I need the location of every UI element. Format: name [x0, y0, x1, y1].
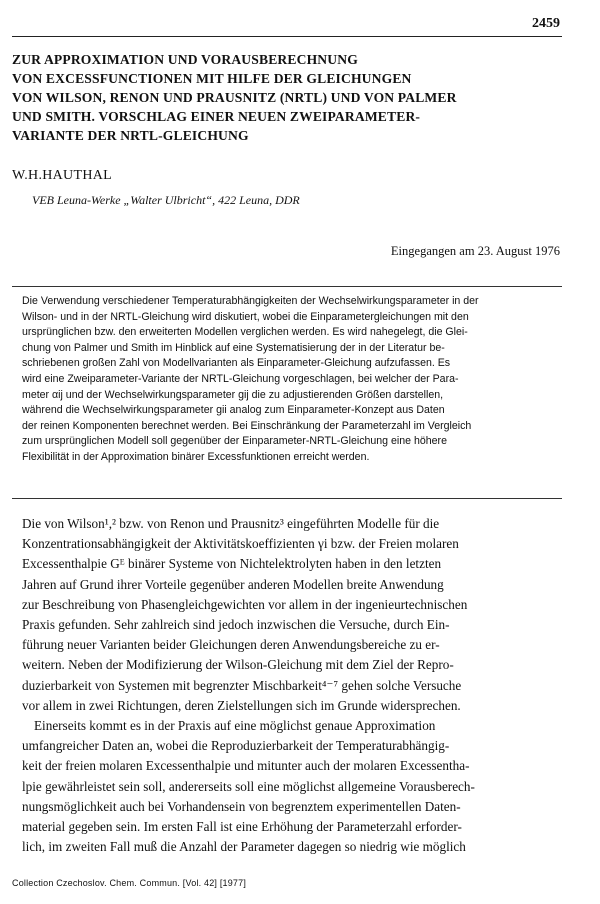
abstract-line: Die Verwendung verschiedener Temperaturabhängigkeiten der Wechselwirkungsparameter in der: [22, 295, 479, 307]
abstract-line: schriebenen großen Zahl von Modellvarianten als Einparameter-Gleichung aufzufassen. Es: [22, 357, 451, 370]
page-number: 2459: [532, 16, 560, 31]
title-line: UND SMITH. VORSCHLAG EINER NEUEN ZWEIPARAMETER-: [12, 109, 421, 124]
author-affiliation: VEB Leuna-Werke „Walter Ulbricht“, 422 Leuna, DDR: [32, 193, 300, 207]
body-line: umfangreicher Daten an, wobei die Reproduzierbarkeit der Temperaturabhängig-: [22, 738, 450, 754]
body-line: Praxis gefunden. Sehr zahlreich sind jedoch inzwischen die Versuche, durch Ein-: [22, 617, 450, 633]
abstract-line: während die Wechselwirkungsparameter gii analog zum Einparameter-Konzept aus Daten: [22, 404, 445, 417]
body-line: vor allem in zwei Richtungen, deren Zielstellungen sich im Grunde widersprechen.: [22, 697, 461, 713]
body-line: führung neuer Varianten beider Gleichungen deren Anwendungsbereiche zu er-: [22, 637, 440, 653]
body-text: [22, 514, 568, 857]
body-line: keit der freien molaren Excessenthalpie und mitunter auch der molaren Excessentha-: [22, 758, 470, 774]
body-line: Jahren auf Grund ihrer Vorteile gegenüber anderen Modellen breite Anwendung: [22, 576, 444, 592]
title-line: ZUR APPROXIMATION UND VORAUSBERECHNUNG: [12, 52, 358, 67]
abstract-bottom-rule: [12, 498, 562, 499]
body-line: Die von Wilson¹,² bzw. von Renon und Prausnitz³ eingeführten Modelle für die: [22, 516, 440, 531]
abstract-line: wird eine Zweiparameter-Variante der NRTL-Gleichung vorgeschlagen, bei welcher der Para-: [22, 372, 459, 385]
abstract-line: Flexibilität in der Approximation binärer Excessfunktionen erreicht werden.: [22, 450, 370, 463]
body-line: lpie gewährleistet sein soll, andererseits soll eine möglichst allgemeine Vorausberech-: [22, 778, 475, 794]
abstract-line: meter αij und der Wechselwirkungsparameter gij die zu adjustierenden Größen darstellen,: [22, 388, 444, 401]
abstract-line: der reinen Komponenten berechnet werden. Bei Einschränkung der Parameterzahl im Vergleich: [22, 419, 472, 432]
author-name: W.H.HAUTHAL: [12, 168, 112, 183]
title-line: VARIANTE DER NRTL-GLEICHUNG: [12, 128, 249, 143]
body-line: nungsmöglichkeit auch bei Vorhandensein von begrenztem experimentellen Daten-: [22, 798, 461, 814]
body-line: lich, im zweiten Fall muß die Anzahl der Parameter dagegen so niedrig wie möglich: [22, 839, 466, 855]
body-line: zur Beschreibung von Phasengleichgewichten vor allem in der ingenieurtechnischen: [22, 596, 468, 612]
article-title: [12, 50, 560, 145]
header-rule: [12, 36, 562, 37]
received-date: Eingegangen am 23. August 1976: [390, 244, 560, 258]
body-line: material gegeben sein. Im ersten Fall ist eine Erhöhung der Parameterzahl erforder-: [22, 819, 462, 835]
abstract-line: zum ursprünglichen Modell soll gegenüber der Einparameter-NRTL-Gleichung eine höhere: [22, 435, 447, 448]
body-line: Einerseits kommt es in der Praxis auf eine möglichst genaue Approximation: [34, 718, 436, 734]
body-line: Excessenthalpie Gᴱ binärer Systeme von Nichtelektrolyten haben in den letzten: [22, 556, 442, 572]
body-line: weitern. Neben der Modifizierung der Wilson-Gleichung mit dem Ziel der Repro-: [22, 657, 454, 673]
abstract-top-rule: [12, 286, 562, 287]
abstract-line: chung von Palmer und Smith im Hinblick auf eine Systematisierung der in der Literatur be-: [22, 341, 445, 354]
abstract-line: Wilson- und in der NRTL-Gleichung wird diskutiert, wobei die Einparametergleichungen mit den: [22, 310, 469, 323]
body-line: Konzentrationsabhängigkeit der Aktivitätskoeffizienten γi bzw. der Freien molaren: [22, 536, 459, 552]
title-line: VON WILSON, RENON UND PRAUSNITZ (NRTL) UND VON PALMER: [12, 90, 457, 105]
abstract-line: ursprünglichen bzw. den erweiterten Modellen verglichen werden. Es wird nahegelegt, die Glei-: [22, 326, 468, 339]
abstract: [22, 294, 562, 466]
journal-footer: Collection Czechoslov. Chem. Commun. [Vol. 42] [1977]: [12, 878, 247, 888]
title-line: VON EXCESSFUNCTIONEN MIT HILFE DER GLEICHUNGEN: [12, 71, 412, 86]
body-line: duzierbarkeit von Systemen mit begrenzter Mischbarkeit⁴⁻⁷ gehen solche Versuche: [22, 677, 462, 693]
